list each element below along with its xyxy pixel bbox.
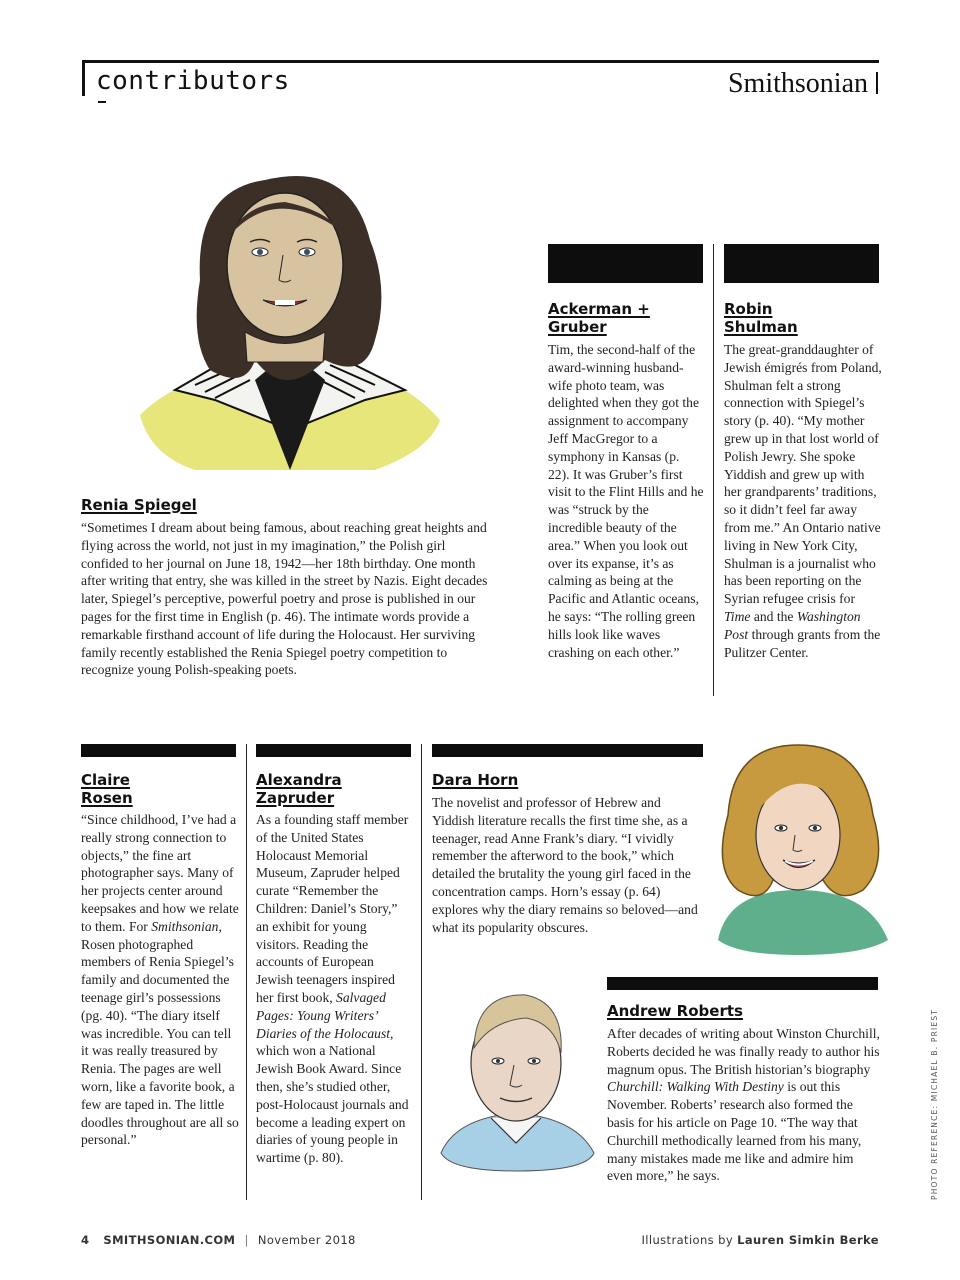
andrew-roberts-bar xyxy=(607,977,878,990)
claire-rosen-bar xyxy=(81,744,236,757)
brand-logo: Smithsonian xyxy=(727,68,868,99)
robin-shulman-name xyxy=(724,300,798,336)
column-divider xyxy=(246,744,247,1200)
ackerman-gruber-name-line1: Ackerman + xyxy=(548,300,650,318)
claire-rosen-name-line2: Rosen xyxy=(81,789,133,807)
dara-horn-bar xyxy=(432,744,703,757)
ackerman-gruber-bio: Tim, the second-half of the award-winning husband-wife photo team, was delighted when they got the assignment to accompany Jeff MacGregor to a symphony in Kansas (p. 22). It was Gruber’s first visit to the Flint Hills and he was “struck by the incredible beauty of the area.” When you look out over its expanse, it’s as calming as being at the Pacific and Atlantic oceans, he says: “The rolling green hills look like waves crashing on each other.” xyxy=(548,342,704,660)
page-footer xyxy=(81,1233,356,1247)
column-divider xyxy=(421,744,422,1200)
robin-shulman-name-line2: Shulman xyxy=(724,318,798,336)
illustration-credit-prefix: Illustrations by xyxy=(641,1233,734,1247)
renia-spiegel-bio: “Sometimes I dream about being famous, about reaching great heights and flying across the world, not just in my imagination,” the Polish girl confided to her journal on June 18, 1942—her 18th birthday. One month after writing that entry, she was killed in the street by Nazis. Eight decades later, Spiegel’s perceptive, powerful poetry and prose is published in our pages for the first time in English (p. 46). The intimate words provide a remarkable firsthand account of life during the Holocaust. Her surviving family recently established the Renia Spiegel poetry competition to recognize young Polish-speaking poets. xyxy=(81,520,488,678)
header-rule xyxy=(82,60,879,63)
andrew-roberts-bio: After decades of writing about Winston Churchill, Roberts decided he was finally ready to author his magnum opus. The British historian’s biography Churchill: Walking With Destiny is out this November. Roberts’ research also formed the basis for his article on Page 10. “The way that Churchill methodically learned from his many, many mistakes made me like and admire him even more,” he says. xyxy=(607,1026,880,1184)
alexandra-zapruder-bio: As a founding staff member of the United States Holocaust Memorial Museum, Zapruder helped curate “Remember the Children: Daniel’s Story,” an exhibit for young visitors. Reading the accounts of European Jewish teenagers inspired her first book, Salvaged Pages: Young Writers’ Diaries of the Holocaust, which won a National Jewish Book Award. Since then, she’s studied other, post-Holocaust journals and become a leading expert on diaries of young people in wartime (p. 80). xyxy=(256,812,409,1166)
footer-separator: | xyxy=(244,1233,249,1247)
ackerman-gruber-name xyxy=(548,300,650,336)
renia-spiegel-name: Renia Spiegel xyxy=(81,496,197,514)
column-divider xyxy=(713,244,714,696)
section-title: contributors xyxy=(96,66,290,96)
claire-rosen-name-line1: Claire xyxy=(81,771,130,789)
renia-spiegel-portrait xyxy=(135,140,445,480)
robin-shulman-name-line1: Robin xyxy=(724,300,773,318)
dara-horn-portrait xyxy=(703,740,893,958)
brand-divider xyxy=(876,72,878,94)
robin-shulman-bar xyxy=(724,244,879,283)
illustrator-name: Lauren Simkin Berke xyxy=(737,1233,879,1247)
dara-horn-name: Dara Horn xyxy=(432,771,519,789)
andrew-roberts-name: Andrew Roberts xyxy=(607,1002,743,1020)
ackerman-gruber-name-line2: Gruber xyxy=(548,318,607,336)
photo-credit: PHOTO REFERENCE: MICHAEL B. PRIEST xyxy=(930,1008,939,1200)
andrew-roberts-portrait xyxy=(436,983,596,1173)
title-tick xyxy=(98,101,106,103)
alexandra-zapruder-name xyxy=(256,771,342,807)
alexandra-zapruder-name-line1: Alexandra xyxy=(256,771,342,789)
alexandra-zapruder-bar xyxy=(256,744,411,757)
header-bracket xyxy=(82,60,85,96)
claire-rosen-bio: “Since childhood, I’ve had a really strong connection to objects,” the fine art photographer says. Many of her projects center around keepsakes and how we relate to them. For Smithsonian, Rosen photographed members of Renia Spiegel’s family and documented the teenage girl’s possessions (pg. 40). “The diary itself was incredible. You can tell it was really treasured by Renia. The pages are well worn, like a favorite book, a few are taped in. The little doodles throughout are all so personal.” xyxy=(81,812,239,1148)
illustration-credit xyxy=(560,1233,879,1247)
ackerman-gruber-bar xyxy=(548,244,703,283)
alexandra-zapruder-name-line2: Zapruder xyxy=(256,789,335,807)
footer-date: November 2018 xyxy=(257,1233,356,1247)
footer-site: SMITHSONIAN.COM xyxy=(103,1233,236,1247)
claire-rosen-name xyxy=(81,771,133,807)
robin-shulman-bio: The great-granddaughter of Jewish émigrés from Poland, Shulman felt a strong connection with Spiegel’s story (p. 40). “My mother grew up in that lost world of Polish Jewry. She spoke Yiddish and grew up with her grandparents’ traditions, so it didn’t feel far away from me.” An Ontario native living in New York City, Shulman is a journalist who has been reporting on the Syrian refugee crisis for Time and the Washington Post through grants from the Pulitzer Center. xyxy=(724,342,882,660)
dara-horn-bio: The novelist and professor of Hebrew and Yiddish literature recalls the first time she, as a teenager, read Anne Frank’s diary. “I vividly remember the afterword to the book,” which detailed the brutality the young girl faced in the concentration camps. Horn’s essay (p. 64) explores why the diary remains so beloved—and what its popularity obscures. xyxy=(432,795,698,935)
page-number: 4 xyxy=(81,1233,90,1247)
